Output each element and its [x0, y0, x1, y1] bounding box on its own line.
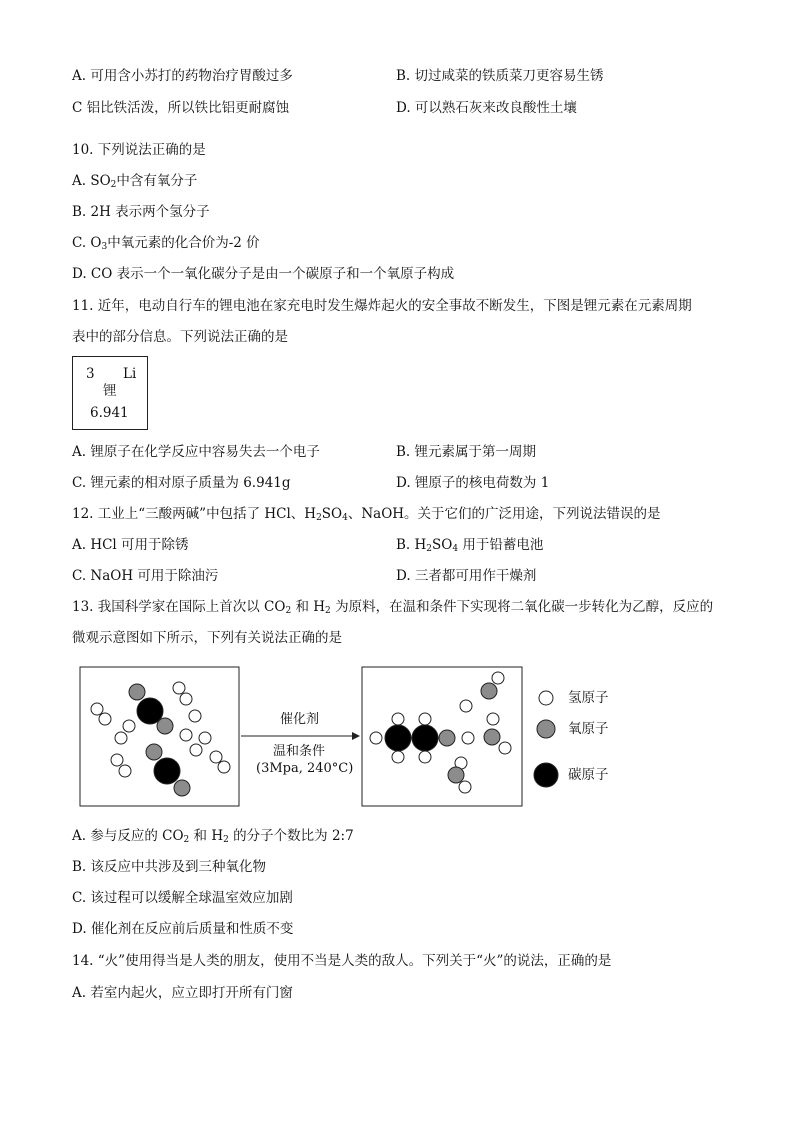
legend-hydrogen: 氢原子	[568, 690, 609, 706]
q12-option-a: A. HCl 可用于除锈	[72, 537, 189, 553]
q14-stem: 14. “火”使用得当是人类的朋友，使用不当是人类的敌人。下列关于“火”的说法，正确的是	[72, 953, 612, 969]
q13-stem-line2: 微观示意图如下所示，下列有关说法正确的是	[72, 630, 342, 646]
reactant-molecules	[91, 682, 230, 796]
atomic-number: 3	[86, 366, 95, 382]
legend-markers	[534, 691, 558, 787]
legend-carbon: 碳原子	[568, 767, 609, 783]
q13-stem-line1: 13. 我国科学家在国际上首次以 $CO_2$ 和 $H_2$ 为原料，在温和条件下实现将二氧化碳一步转化为乙醇，反应的	[72, 599, 714, 616]
oxygen-atom-icon	[537, 720, 555, 738]
q11-option-b: B. 锂元素属于第一周期	[396, 444, 537, 460]
carbon-atom-icon	[534, 763, 558, 787]
condition-params: (3Mpa, 240°C)	[256, 761, 354, 776]
q10-option-a: A. $SO_2$中含有氧分子	[72, 173, 198, 190]
q11-option-a: A. 锂原子在化学反应中容易失去一个电子	[72, 444, 320, 460]
q12-option-c: C. NaOH 可用于除油污	[72, 568, 219, 584]
q13-option-b: B. 该反应中共涉及到三种氧化物	[72, 859, 267, 875]
legend-oxygen: 氧原子	[568, 721, 609, 737]
condition-label: 温和条件	[273, 744, 326, 759]
q10-option-b: B. 2H 表示两个氢分子	[72, 204, 210, 220]
q10-option-d: D. CO 表示一个一氧化碳分子是由一个碳原子和一个氧原子构成	[72, 266, 455, 282]
q11-option-d: D. 锂原子的核电荷数为 1	[396, 475, 550, 491]
q10-option-c: C. $O_3$中氧元素的化合价为-2 价	[72, 235, 260, 252]
catalyst-label: 催化剂	[280, 712, 320, 727]
q11-stem-line2: 表中的部分信息。下列说法正确的是	[72, 329, 288, 345]
element-symbol: Li	[123, 366, 137, 382]
q10-stem: 10. 下列说法正确的是	[72, 142, 206, 158]
q9-option-c: C 铝比铁活泼，所以铁比铝更耐腐蚀	[72, 100, 290, 116]
q13-option-c: C. 该过程可以缓解全球温室效应加剧	[72, 890, 293, 906]
q9-option-d: D. 可以熟石灰来改良酸性土壤	[396, 100, 577, 116]
reactants-box	[80, 667, 239, 806]
q11-option-c: C. 锂元素的相对原子质量为 6.941g	[72, 475, 291, 491]
arrow-head-icon	[352, 732, 360, 740]
q9-option-a: A. 可用含小苏打的药物治疗胃酸过多	[72, 68, 293, 84]
product-molecules	[370, 672, 511, 793]
q12-stem: 12. 工业上“三酸两碱”中包括了 HCl、$H_2SO_4$、NaOH。关于它们的广泛用途，下列说法错误的是	[72, 506, 661, 523]
q9-option-b: B. 切过咸菜的铁质菜刀更容易生锈	[396, 68, 604, 84]
q13-option-a: A. 参与反应的 $CO_2$ 和 $H_2$ 的分子个数比为 2:7	[72, 828, 354, 845]
q14-option-a: A. 若室内起火，应立即打开所有门窗	[72, 985, 293, 1001]
q12-option-b: B. $H_2SO_4$ 用于铅蓄电池	[396, 537, 544, 554]
q12-option-d: D. 三者都可用作干燥剂	[396, 568, 537, 584]
q11-stem-line1: 11. 近年，电动自行车的锂电池在家充电时发生爆炸起火的安全事故不断发生，下图是锂元素在元素周期	[72, 298, 692, 314]
atomic-mass: 6.941	[90, 405, 129, 421]
hydrogen-atom-icon	[539, 691, 553, 705]
element-name: 锂	[103, 383, 117, 399]
q13-option-d: D. 催化剂在反应前后质量和性质不变	[72, 921, 294, 937]
